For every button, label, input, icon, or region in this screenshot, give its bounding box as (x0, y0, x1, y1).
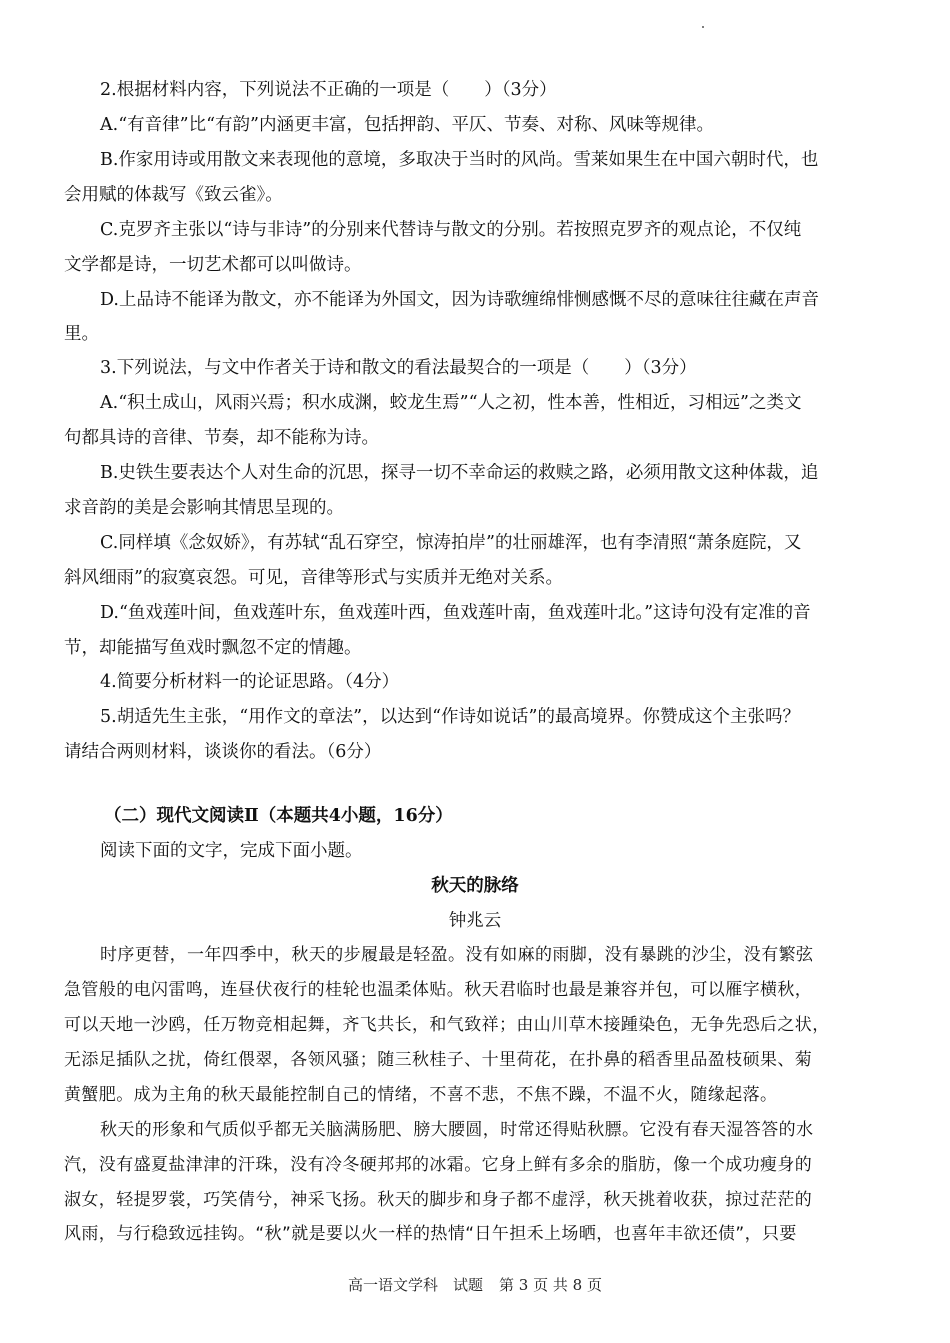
essay-line: 风雨，与行稳致远挂钩。“秋”就是要以火一样的热情“日午担禾上场晒，也喜年丰欲还债”，只要 (64, 1224, 797, 1244)
footer-subject: 高一语文学科 试题 (348, 1276, 484, 1294)
essay-line: 汽，没有盛夏盐津津的汗珠，没有冷冬硬邦邦的冰霜。它身上鲜有多余的脂肪，像一个成功瘦身的 (64, 1155, 813, 1175)
question-2-option-d-cont: 里。 (64, 324, 99, 344)
essay-line: 黄蟹肥。成为主角的秋天最能控制自己的情绪，不喜不悲，不焦不躁，不温不火，随缘起落。 (64, 1085, 778, 1105)
scan-dot (702, 26, 704, 28)
question-3-option-b: B.史铁生要表达个人对生命的沉思，探寻一切不幸命运的救赎之路，必须用散文这种体裁，追 (100, 463, 819, 483)
question-3-option-d: D.“鱼戏莲叶间，鱼戏莲叶东，鱼戏莲叶西，鱼戏莲叶南，鱼戏莲叶北。”这诗句没有定准的音 (100, 603, 811, 623)
essay-author: 钟兆云 (448, 911, 502, 931)
essay-line: 淑女，轻提罗裳，巧笑倩兮，神采飞扬。秋天的脚步和身子都不虚浮，秋天挑着收获，掠过茫茫的 (64, 1190, 813, 1210)
page-footer (0, 1273, 950, 1297)
essay-line: 秋天的形象和气质似乎都无关脑满肠肥、膀大腰圆，时常还得贴秋膘。它没有春天湿答答的水 (100, 1120, 814, 1140)
question-2-stem: 2.根据材料内容，下列说法不正确的一项是（ ）（3分） (100, 80, 557, 100)
question-2-option-c-cont: 文学都是诗，一切艺术都可以叫做诗。 (64, 255, 362, 275)
question-2-option-a: A.“有音律”比“有韵”内涵更丰富，包括押韵、平仄、节奏、对称、风味等规律。 (100, 115, 714, 135)
question-3-option-d-cont: 节，却能描写鱼戏时飘忽不定的情趣。 (64, 638, 362, 658)
question-2-option-c: C.克罗齐主张以“诗与非诗”的分别来代替诗与散文的分别。若按照克罗齐的观点论，不仅纯 (100, 220, 802, 240)
question-3-option-c: C.同样填《念奴娇》，有苏轼“乱石穿空，惊涛拍岸”的壮丽雄浑，也有李清照“萧条庭院，又 (100, 533, 802, 553)
question-3-option-c-cont: 斜风细雨”的寂寞哀怨。可见，音律等形式与实质并无绝对关系。 (64, 568, 563, 588)
question-3-stem: 3.下列说法，与文中作者关于诗和散文的看法最契合的一项是（ ）（3分） (100, 358, 697, 378)
essay-title: 秋天的脉络 (431, 876, 519, 896)
question-4: 4.简要分析材料一的论证思路。（4分） (100, 672, 400, 692)
question-2-option-b: B.作家用诗或用散文来表现他的意境，多取决于当时的风尚。雪莱如果生在中国六朝时代，也 (100, 150, 819, 170)
question-5-cont: 请结合两则材料，谈谈你的看法。（6分） (64, 742, 382, 762)
question-5: 5.胡适先生主张，“用作文的章法”，以达到“作诗如说话”的最高境界。你赞成这个主张吗？ (100, 707, 800, 727)
question-2-option-b-cont: 会用赋的体裁写《致云雀》。 (64, 185, 283, 205)
question-3-option-a-cont: 句都具诗的音律、节奏，却不能称为诗。 (64, 428, 379, 448)
question-3-option-b-cont: 求音韵的美是会影响其情思呈现的。 (64, 498, 344, 518)
section-instruction: 阅读下面的文字，完成下面小题。 (100, 841, 363, 861)
essay-line: 急管般的电闪雷鸣，连昼伏夜行的桂轮也温柔体贴。秋天君临时也最是兼容并包，可以雁字横秋， (64, 980, 813, 1000)
question-3-option-a: A.“积土成山，风雨兴焉；积水成渊，蛟龙生焉”“人之初，性本善，性相近，习相远”之类文 (100, 393, 802, 413)
footer-page-number: 第 3 页 共 8 页 (499, 1276, 602, 1294)
essay-line: 时序更替，一年四季中，秋天的步履最是轻盈。没有如麻的雨脚，没有暴跳的沙尘，没有繁弦 (100, 945, 814, 965)
essay-line: 可以天地一沙鸥，任万物竞相起舞，齐飞共长，和气致祥；由山川草木接踵染色，无争先恐后之状， (64, 1015, 830, 1035)
question-2-option-d: D.上品诗不能译为散文，亦不能译为外国文，因为诗歌缠绵悱恻感慨不尽的意味往往藏在声音 (100, 290, 819, 310)
section-heading: （二）现代文阅读Ⅱ（本题共4小题，16分） (104, 806, 453, 826)
essay-line: 无添足插队之扰，倚红偎翠，各领风骚；随三秋桂子、十里荷花，在扑鼻的稻香里品盈枝硕果、菊 (64, 1050, 813, 1070)
